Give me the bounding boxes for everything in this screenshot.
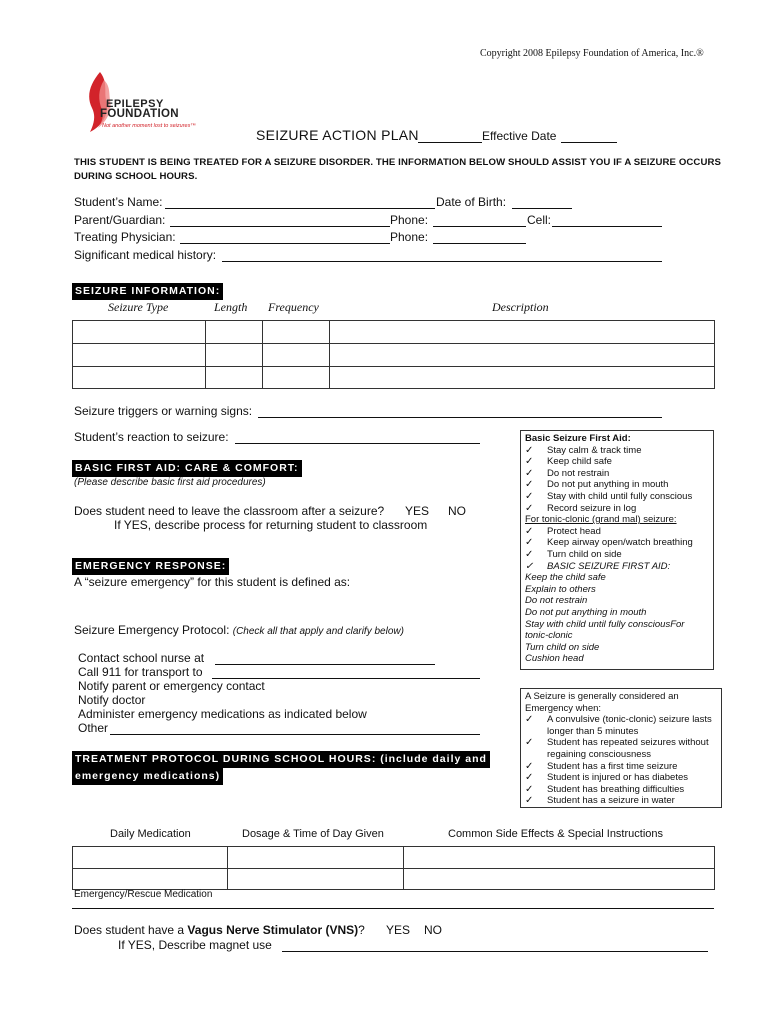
- description-cell[interactable]: [330, 321, 715, 344]
- col-dosage: Dosage & Time of Day Given: [242, 828, 384, 840]
- first-aid-item: ✓ Record seizure in log: [525, 503, 709, 515]
- reaction-field[interactable]: [235, 443, 480, 444]
- length-cell[interactable]: [206, 367, 263, 389]
- protocol-label-text: Seizure Emergency Protocol:: [74, 623, 230, 637]
- emergency-item: ✓ A convulsive (tonic-clonic) seizure lasts: [525, 714, 717, 726]
- logo-line1: EPILEPSY: [106, 98, 164, 110]
- dosage-cell[interactable]: [228, 847, 404, 869]
- description-cell[interactable]: [330, 344, 715, 367]
- length-cell[interactable]: [206, 344, 263, 367]
- first-aid-item: ✓ Do not restrain: [525, 468, 709, 480]
- medication-cell[interactable]: [73, 869, 228, 890]
- medical-history-label: Significant medical history:: [74, 248, 217, 262]
- effective-date-field[interactable]: [561, 142, 617, 143]
- col-length: Length: [214, 300, 248, 314]
- first-aid-item: ✓ Keep child safe: [525, 456, 709, 468]
- tonic-item: ✓ BASIC SEIZURE FIRST AID:: [525, 561, 709, 573]
- extra-line: Do not put anything in mouth: [525, 606, 647, 618]
- emergency-item-cont: longer than 5 minutes: [547, 725, 639, 737]
- student-name-field[interactable]: [165, 208, 435, 209]
- extra-line: Turn child on side: [525, 641, 600, 653]
- extra-line: Explain to others: [525, 583, 596, 595]
- extra-line: Do not restrain: [525, 595, 588, 607]
- col-side-effects: Common Side Effects & Special Instructions: [448, 828, 664, 840]
- logo-line2: FOUNDATION: [100, 108, 179, 120]
- leave-yes-option[interactable]: YES: [405, 504, 430, 518]
- return-process-label: If YES, describe process for returning student to classroom: [114, 518, 428, 532]
- first-aid-item: ✓ Do not put anything in mouth: [525, 479, 709, 491]
- protocol-note: (Check all that apply and clarify below): [232, 626, 404, 637]
- parent-phone-field[interactable]: [433, 226, 526, 227]
- emergency-item: ✓ Student has a first time seizure: [525, 761, 717, 773]
- emergency-criteria-box: [520, 688, 722, 808]
- col-frequency: Frequency: [268, 300, 319, 314]
- seizure-info-header: SEIZURE INFORMATION:: [72, 283, 223, 300]
- protocol-item-nurse[interactable]: Contact school nurse at: [78, 651, 205, 665]
- rescue-medication-label: Emergency/Rescue Medication: [74, 889, 213, 900]
- magnet-use-label: If YES, Describe magnet use: [118, 938, 272, 952]
- emergency-item: ✓ Student is injured or has diabetes: [525, 772, 717, 784]
- physician-phone-field[interactable]: [433, 243, 526, 244]
- protocol-item-other[interactable]: Other: [78, 721, 109, 735]
- physician-field[interactable]: [180, 243, 390, 244]
- extra-line: Stay with child until fully consciousFor: [525, 618, 685, 630]
- leave-no-option[interactable]: NO: [448, 504, 466, 518]
- intro-notice: THIS STUDENT IS BEING TREATED FOR A SEIZURE DISORDER. THE INFORMATION BELOW SHOULD ASSIST YOU IF A SEIZURE OCCURS DURING SCHOOL HOURS.: [74, 157, 721, 182]
- description-cell[interactable]: [330, 367, 715, 389]
- vns-question: [74, 923, 365, 937]
- tonic-item: ✓ Protect head: [525, 526, 709, 538]
- emergency-box-title1: A Seizure is generally considered an: [525, 691, 679, 702]
- emergency-item-cont: regaining consciousness: [547, 748, 652, 760]
- leave-classroom-question: Does student need to leave the classroom after a seizure?: [74, 504, 385, 518]
- side-effects-cell[interactable]: [404, 869, 715, 890]
- table-row: [73, 367, 715, 389]
- first-aid-header: BASIC FIRST AID: CARE & COMFORT:: [72, 460, 302, 477]
- tonic-item: ✓ Keep airway open/watch breathing: [525, 537, 709, 549]
- student-name-label: Student’s Name:: [74, 195, 163, 209]
- length-cell[interactable]: [206, 321, 263, 344]
- first-aid-info-box: [520, 430, 714, 670]
- frequency-cell[interactable]: [263, 321, 330, 344]
- first-aid-box-title: Basic Seizure First Aid:: [525, 433, 631, 444]
- extra-line: Cushion head: [525, 653, 584, 665]
- vns-bold: Vagus Nerve Stimulator (VNS): [187, 923, 359, 937]
- vns-no-option[interactable]: NO: [424, 923, 442, 937]
- col-daily-medication: Daily Medication: [110, 828, 191, 840]
- form-title: SEIZURE ACTION PLAN: [256, 127, 419, 143]
- treatment-header-line2: emergency medications): [72, 768, 223, 785]
- frequency-cell[interactable]: [263, 344, 330, 367]
- medical-history-field[interactable]: [222, 261, 662, 262]
- title-underline: [418, 142, 482, 143]
- copyright-notice: Copyright 2008 Epilepsy Foundation of America, Inc.®: [480, 48, 704, 59]
- dob-label: Date of Birth:: [436, 195, 507, 209]
- frequency-cell[interactable]: [263, 367, 330, 389]
- physician-phone-label: Phone:: [390, 230, 429, 244]
- magnet-use-field[interactable]: [282, 951, 708, 952]
- cell-field[interactable]: [552, 226, 662, 227]
- emergency-item: ✓ Student has a seizure in water: [525, 795, 717, 807]
- treatment-header-line1: TREATMENT PROTOCOL DURING SCHOOL HOURS: (include daily and: [72, 751, 490, 768]
- triggers-field[interactable]: [258, 417, 662, 418]
- emergency-box-title2: Emergency when:: [525, 702, 602, 714]
- seizure-type-cell[interactable]: [73, 321, 206, 344]
- protocol-item-medications[interactable]: Administer emergency medications as indicated below: [78, 707, 367, 721]
- protocol-item-911[interactable]: Call 911 for transport to: [78, 665, 203, 679]
- emergency-response-header: EMERGENCY RESPONSE:: [72, 558, 229, 575]
- protocol-label: [74, 623, 404, 637]
- seizure-info-table: [72, 320, 715, 389]
- physician-label: Treating Physician:: [74, 230, 176, 244]
- medication-cell[interactable]: [73, 847, 228, 869]
- epilepsy-foundation-logo: [78, 70, 218, 136]
- table-row: [73, 321, 715, 344]
- col-description: Description: [492, 300, 549, 314]
- emergency-item: ✓ Student has repeated seizures without: [525, 737, 717, 749]
- vns-suffix: ?: [358, 923, 365, 937]
- emergency-defined-label: A “seizure emergency” for this student is defined as:: [74, 575, 351, 589]
- nurse-field[interactable]: [215, 664, 435, 665]
- triggers-label: Seizure triggers or warning signs:: [74, 404, 253, 418]
- seizure-type-cell[interactable]: [73, 367, 206, 389]
- vns-prefix: Does student have a: [74, 923, 185, 937]
- tonic-item: ✓ Turn child on side: [525, 549, 709, 561]
- parent-phone-label: Phone:: [390, 213, 429, 227]
- parent-label: Parent/Guardian:: [74, 213, 166, 227]
- table-row: [73, 847, 715, 869]
- first-aid-item: ✓ Stay with child until fully conscious: [525, 491, 709, 503]
- cell-label: Cell:: [527, 213, 552, 227]
- tonic-clonic-title: For tonic-clonic (grand mal) seizure:: [525, 514, 677, 526]
- parent-field[interactable]: [170, 226, 390, 227]
- rescue-medication-field[interactable]: [72, 908, 714, 909]
- other-field[interactable]: [110, 734, 480, 735]
- vns-yes-option[interactable]: YES: [386, 923, 411, 937]
- table-row: [73, 344, 715, 367]
- reaction-label: Student’s reaction to seizure:: [74, 430, 229, 444]
- emergency-item: ✓ Student has breathing difficulties: [525, 784, 717, 796]
- protocol-item-parent[interactable]: Notify parent or emergency contact: [78, 679, 265, 693]
- medication-table: [72, 846, 715, 890]
- protocol-item-doctor[interactable]: Notify doctor: [78, 693, 146, 707]
- col-seizure-type: Seizure Type: [108, 300, 169, 314]
- first-aid-item: ✓ Stay calm & track time: [525, 445, 709, 457]
- table-row: [73, 869, 715, 890]
- dosage-cell[interactable]: [228, 869, 404, 890]
- logo-tagline: Not another moment lost to seizures™: [102, 123, 196, 129]
- first-aid-note: (Please describe basic first aid procedures): [74, 477, 266, 488]
- seizure-type-cell[interactable]: [73, 344, 206, 367]
- effective-date-label: Effective Date: [482, 129, 557, 143]
- dob-field[interactable]: [512, 208, 572, 209]
- side-effects-cell[interactable]: [404, 847, 715, 869]
- extra-line: tonic-clonic: [525, 630, 573, 642]
- extra-line: Keep the child safe: [525, 572, 606, 584]
